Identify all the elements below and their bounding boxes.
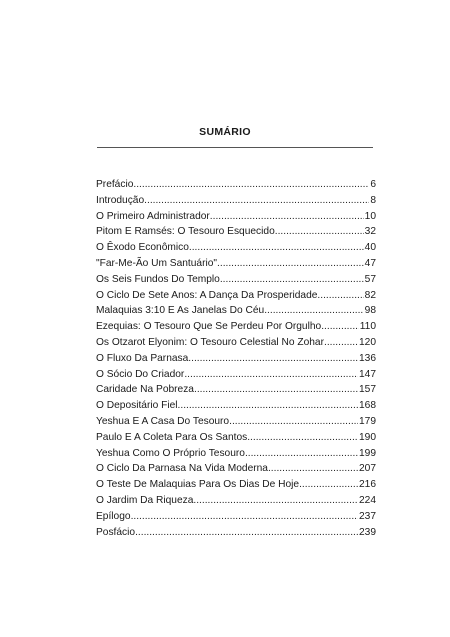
toc-entry [96,303,376,319]
toc-dot-leader [188,351,358,367]
toc-entry-page-number: 207 [359,463,376,475]
toc-entry-label: Os Seis Fundos Do Templo [96,273,220,285]
toc-dot-leader [321,319,359,335]
toc-entry-page-number: 190 [359,431,376,443]
toc-entry-label: Posfácio [96,526,136,538]
toc-dot-leader [317,288,363,304]
toc-entry [96,493,376,509]
toc-entry [96,351,376,367]
toc-entry-label: Ezequias: O Tesouro Que Se Perdeu Por Orgulho [96,321,322,333]
toc-entry [96,193,376,209]
toc-entry [96,525,376,541]
toc-dot-leader [324,335,358,351]
toc-entry-page-number: 120 [359,336,376,348]
toc-dot-leader [220,272,364,288]
toc-entry [96,177,376,193]
toc-dot-leader [184,367,358,383]
toc-entry-label: Introdução [96,194,145,206]
toc-entry-page-number: 168 [359,400,376,412]
toc-entry [96,256,376,272]
toc-entry-label: O Jardim Da Riqueza [96,494,194,506]
toc-dot-leader [193,493,358,509]
toc-entry-page-number: 10 [364,210,376,222]
toc-entry-page-number: 40 [364,242,376,254]
toc-entry-label: "Far-Me-Ão Um Santuário" [96,257,218,269]
toc-entry-page-number: 57 [364,273,376,285]
toc-entry [96,319,376,335]
toc-entry [96,398,376,414]
toc-dot-leader [131,509,358,525]
toc-dot-leader [275,224,364,240]
toc-entry [96,240,376,256]
toc-entry-page-number: 110 [359,321,376,333]
table-of-contents [96,177,376,540]
toc-dot-leader [194,382,358,398]
toc-entry-page-number: 157 [359,384,376,396]
toc-entry [96,509,376,525]
toc-entry-label: Caridade Na Pobreza [96,384,194,396]
toc-entry [96,288,376,304]
toc-entry-label: O Teste De Malaquias Para Os Dias De Hoje [96,479,300,491]
toc-entry [96,272,376,288]
toc-entry-page-number: 237 [359,510,376,522]
toc-entry-label: Pitom E Ramsés: O Tesouro Esquecido [96,226,275,238]
toc-dot-leader [299,477,358,493]
toc-entry [96,477,376,493]
toc-entry-page-number: 98 [364,305,376,317]
toc-entry-label: O Sócio Do Criador [96,368,185,380]
toc-entry-page-number: 147 [359,368,376,380]
toc-dot-leader [264,303,363,319]
toc-dot-leader [268,461,358,477]
toc-entry-page-number: 47 [364,257,376,269]
toc-entry-page-number: 6 [370,179,376,190]
toc-entry-page-number: 32 [364,226,376,238]
toc-dot-leader [245,446,358,462]
toc-entry-page-number: 82 [364,289,376,301]
toc-entry [96,446,376,462]
toc-entry [96,367,376,383]
toc-dot-leader [133,177,369,193]
toc-entry-label: Os Otzarot Elyonim: O Tesouro Celestial No Zohar [96,336,324,348]
toc-dot-leader [210,209,364,225]
page-title: SUMÁRIO [199,126,251,138]
toc-entry [96,430,376,446]
toc-entry-label: Epílogo [96,510,131,522]
toc-entry-label: O Ciclo Da Parnasa Na Vida Moderna [96,463,268,475]
toc-dot-leader [135,525,358,541]
toc-entry [96,224,376,240]
toc-dot-leader [144,193,369,209]
toc-dot-leader [178,398,358,414]
toc-dot-leader [229,414,358,430]
toc-entry [96,382,376,398]
toc-entry-label: O Ciclo De Sete Anos: A Dança Da Prosperidade [96,289,318,301]
toc-entry-label: Malaquias 3:10 E As Janelas Do Céu [96,305,265,317]
toc-dot-leader [247,430,358,446]
toc-entry-label: O Fluxo Da Parnasa [96,352,189,364]
toc-entry-label: Paulo E A Coleta Para Os Santos [96,431,248,443]
toc-entry-page-number: 179 [359,415,376,427]
toc-entry-label: O Primeiro Administrador [96,210,210,222]
toc-entry-label: O Êxodo Econômico [96,242,189,254]
toc-dot-leader [189,240,364,256]
toc-entry-page-number: 8 [370,194,376,206]
toc-entry-page-number: 216 [359,479,376,491]
toc-entry [96,335,376,351]
toc-entry-label: Yeshua E A Casa Do Tesouro [96,415,230,427]
toc-dot-leader [217,256,364,272]
title-divider [97,147,373,148]
toc-entry [96,209,376,225]
toc-entry-page-number: 136 [359,352,376,364]
toc-entry [96,461,376,477]
toc-entry-page-number: 239 [359,526,376,538]
toc-entry-label: Yeshua Como O Próprio Tesouro [96,447,245,459]
toc-entry-page-number: 199 [359,447,376,459]
toc-entry-label: O Depositário Fiel [96,400,178,412]
toc-entry-page-number: 224 [359,494,376,506]
toc-entry-label: Prefácio [96,179,134,190]
toc-entry [96,414,376,430]
